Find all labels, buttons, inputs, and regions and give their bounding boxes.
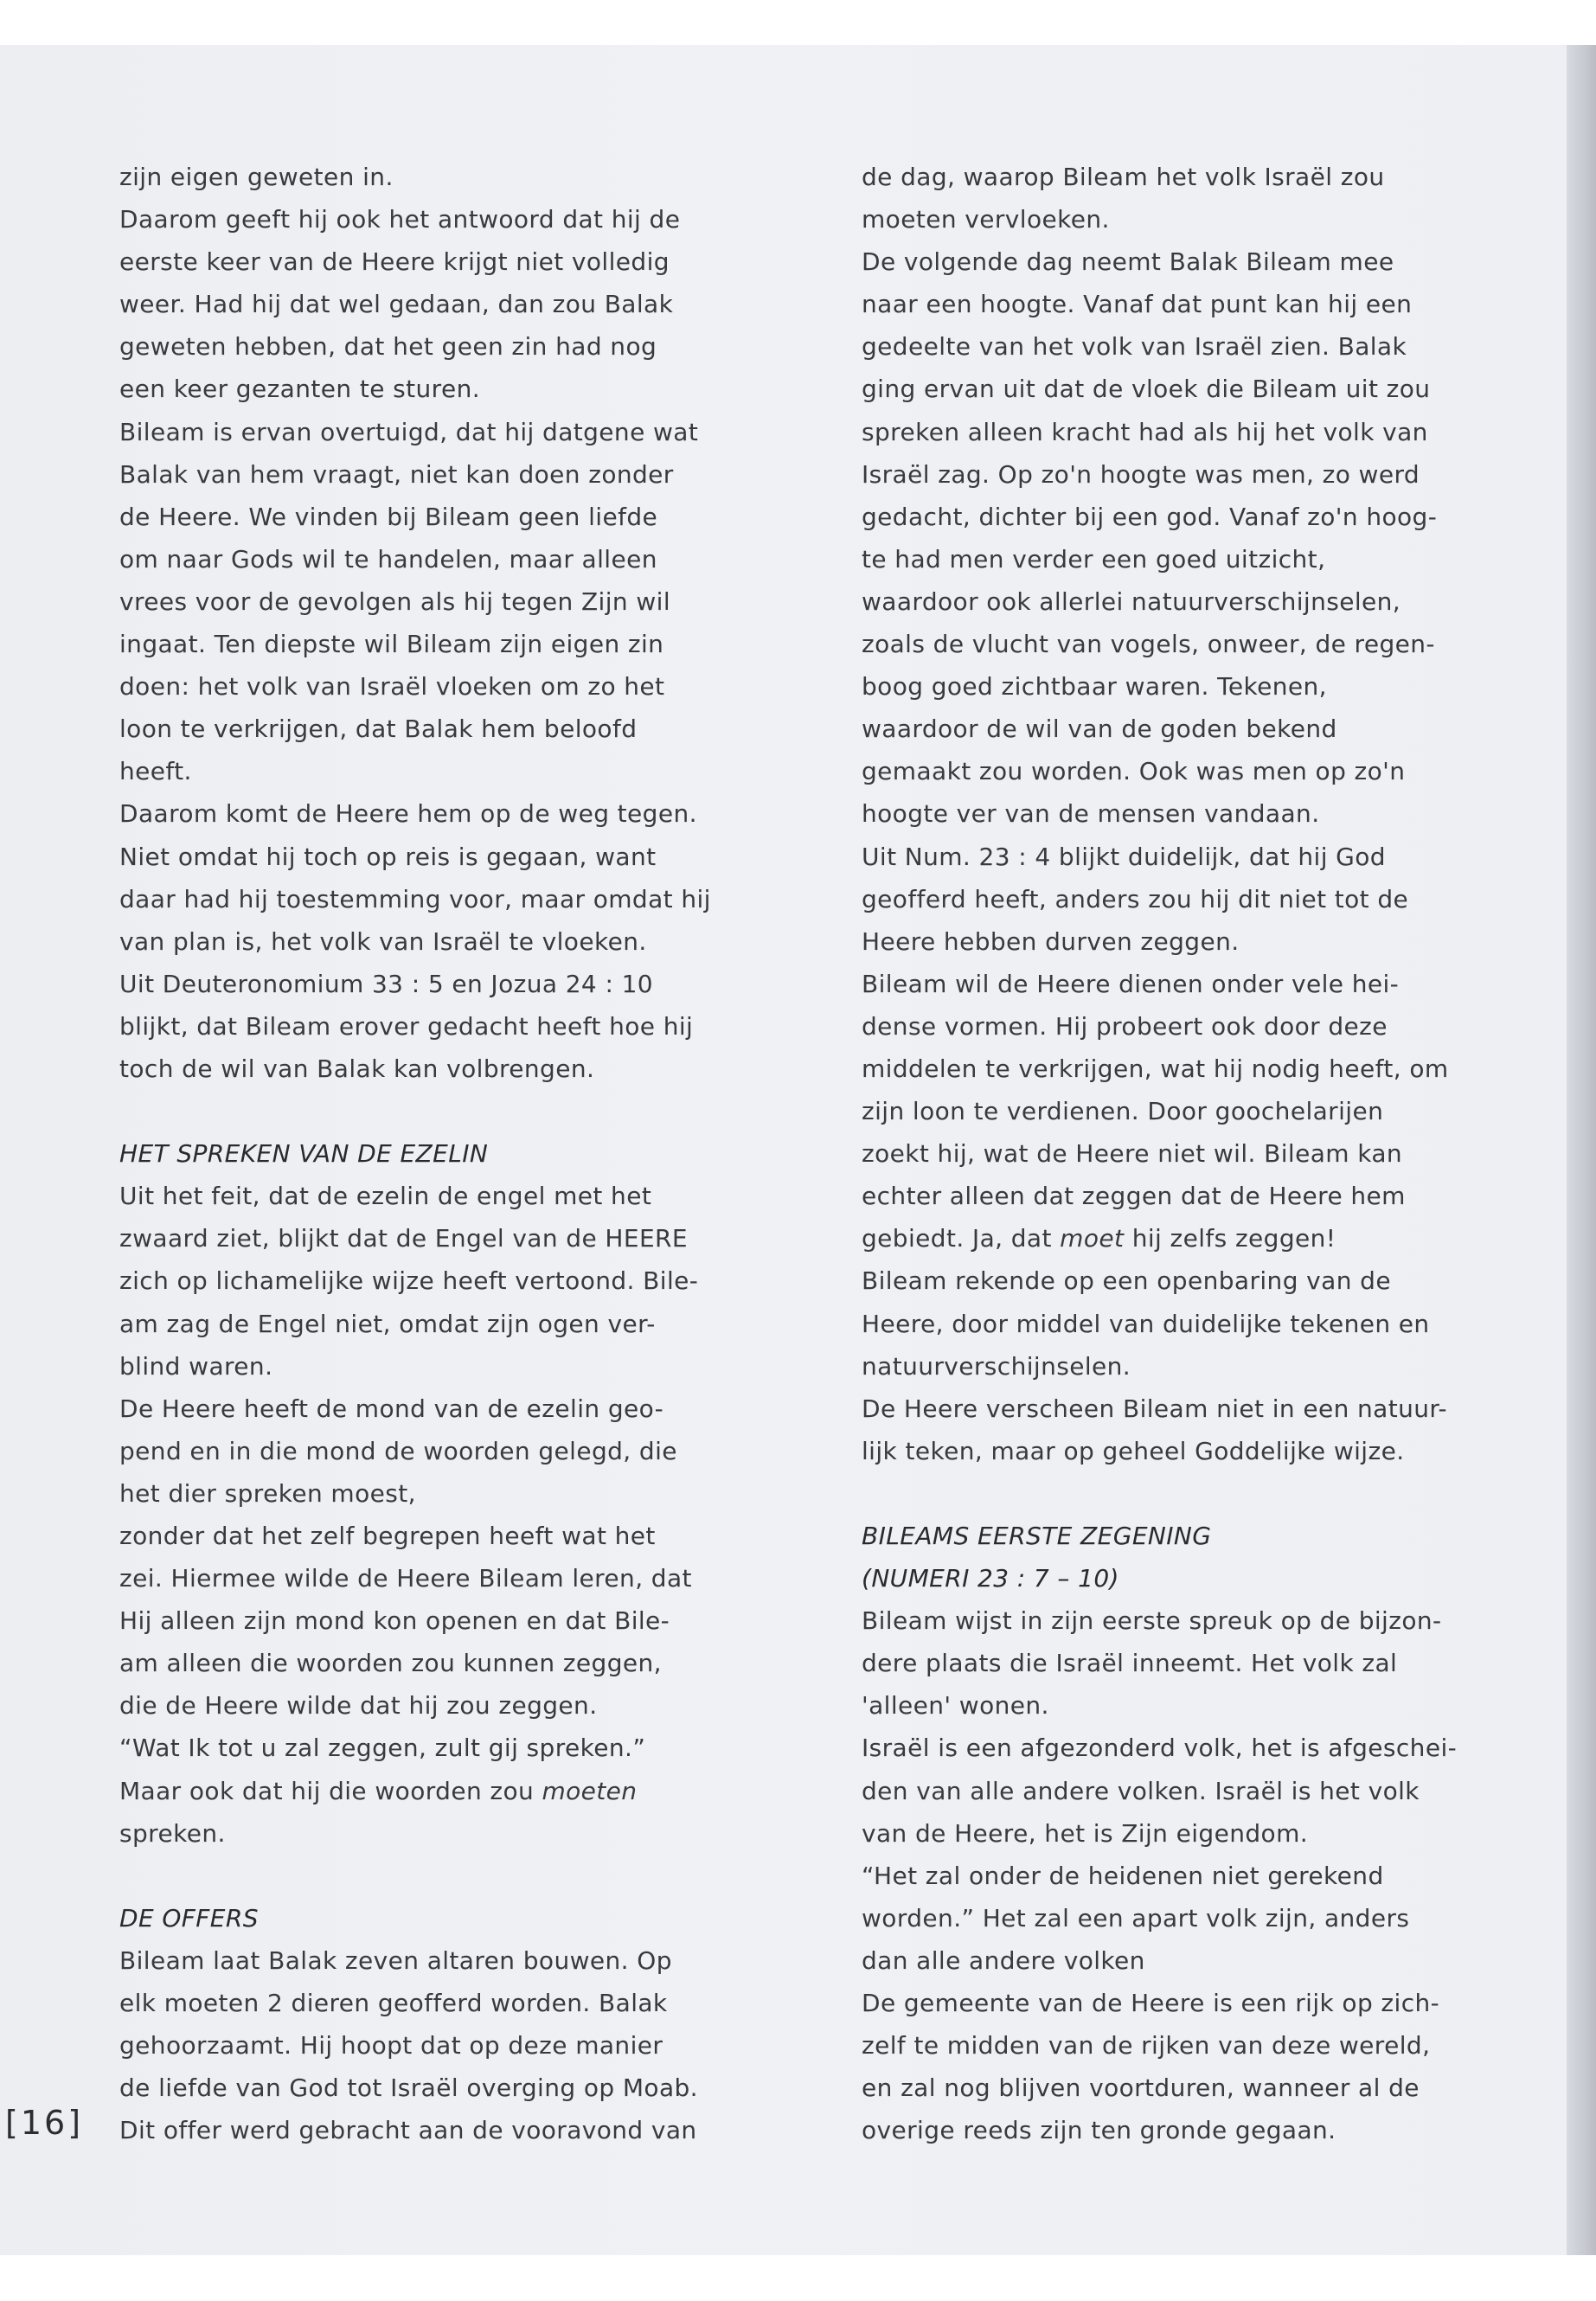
text-line: doen: het volk van Israël vloeken om zo het [119,672,665,702]
right-block-1 [862,156,1502,1217]
text-line: de dag, waarop Bileam het volk Israël zou [862,163,1385,191]
text-line: zijn eigen geweten in. [119,163,394,191]
heading-offers: DE OFFERS [119,1903,259,1932]
text-line: den van alle andere volken. Israël is het volk [862,1776,1420,1805]
text-line: pend en in die mond de woorden gelegd, die [119,1436,677,1465]
heading-ezelin: HET SPREKEN VAN DE EZELIN [119,1139,489,1169]
text-line: van plan is, het volk van Israël te vloeken. [119,926,647,956]
text-line: Uit Deuteronomium 33 : 5 en Jozua 24 : 10 [119,969,654,998]
text-line: Uit Num. 23 : 4 blijkt duidelijk, dat hij God [862,842,1386,871]
text-line: middelen te verkrijgen, wat hij nodig heeft, om [862,1054,1449,1083]
text-line: zoals de vlucht van vogels, onweer, de regen- [862,630,1435,659]
text-line: geweten hebben, dat het geen zin had nog [119,332,657,362]
text-line: 'alleen' wonen. [862,1691,1049,1721]
text-line: ingaat. Ten diepste wil Bileam zijn eigen zin [119,630,664,659]
text-line: geofferd heeft, anders zou hij dit niet tot de [862,884,1409,913]
text-line: eerste keer van de Heere krijgt niet volledig [119,247,670,277]
text-line: zwaard ziet, blijkt dat de Engel van de HEERE [119,1224,688,1253]
spacer [119,1855,760,1897]
text-line: gebiedt. Ja, dat moet hij zelfs zeggen! [862,1224,1336,1253]
text-line: van de Heere, het is Zijn eigendom. [862,1818,1309,1848]
text-line: gedeelte van het volk van Israël zien. Balak [862,332,1407,362]
text-line: “Het zal onder de heidenen niet gerekend [862,1861,1384,1890]
text-line: te had men verder een goed uitzicht, [862,544,1326,574]
text-line: de liefde van God tot Israël overging op Moab. [119,2073,698,2103]
text-line: zoekt hij, wat de Heere niet wil. Bileam kan [862,1139,1403,1169]
text-line: spreken alleen kracht had als hij het volk van [862,417,1428,446]
text-line: lijk teken, maar op geheel Goddelijke wijze. [862,1436,1405,1465]
text-line: Maar ook dat hij die woorden zou moeten [119,1776,638,1805]
text-line: gehoorzaamt. Hij hoopt dat op deze manier [119,2031,663,2061]
text-line: spreken. [119,1818,226,1848]
page-number: [16] [5,2104,84,2142]
text-line: blind waren. [119,1351,273,1381]
text-line: De volgende dag neemt Balak Bileam mee [862,247,1394,277]
text-line: gemaakt zou worden. Ook was men op zo'n [862,757,1406,786]
spacer [119,1090,760,1132]
text-line: een keer gezanten te sturen. [119,375,481,404]
text-line: dan alle andere volken [862,1945,1145,1975]
right-block-3 [862,1599,1502,2151]
text-line: zei. Hiermee wilde de Heere Bileam leren, dat [119,1564,692,1593]
text-line: zich op lichamelijke wijze heeft vertoond. Bile- [119,1266,699,1296]
text-line: Hij alleen zijn mond kon openen en dat Bile- [119,1606,670,1636]
left-column [119,156,760,2151]
text-line: vrees voor de gevolgen als hij tegen Zijn wil [119,586,671,616]
text-line: heeft. [119,757,192,786]
page-edge-shadow [1567,45,1596,2255]
text-line: natuurverschijnselen. [862,1351,1131,1381]
heading-zegening-reference: (NUMERI 23 : 7 – 10) [862,1564,1119,1593]
text-line: zelf te midden van de rijken van deze wereld, [862,2031,1431,2061]
text-line: Daarom geeft hij ook het antwoord dat hij de [119,205,681,234]
text-line: worden.” Het zal een apart volk zijn, anders [862,1903,1410,1932]
text-line: elk moeten 2 dieren geofferd worden. Balak [119,1989,668,2018]
text-line: Bileam laat Balak zeven altaren bouwen. Op [119,1945,672,1975]
left-block-1 [119,156,760,1090]
text-line: daar had hij toestemming voor, maar omdat hij [119,884,711,913]
text-line: en zal nog blijven voortduren, wanneer al de [862,2073,1420,2103]
text-line: De gemeente van de Heere is een rijk op zich- [862,1989,1440,2018]
text-line: Heere, door middel van duidelijke tekenen en [862,1309,1430,1338]
emphasis-moet: moet [1060,1224,1125,1253]
text-line: blijkt, dat Bileam erover gedacht heeft hoe hij [119,1011,694,1041]
text-line: Bileam wil de Heere dienen onder vele hei- [862,969,1400,998]
text-line: Niet omdat hij toch op reis is gegaan, want [119,842,657,871]
text-line: die de Heere wilde dat hij zou zeggen. [119,1691,598,1721]
text-line: hoogte ver van de mensen vandaan. [862,799,1320,829]
text-line: Bileam rekende op een openbaring van de [862,1266,1391,1296]
text-line: gedacht, dichter bij een god. Vanaf zo'n hoog- [862,502,1438,531]
text-line: toch de wil van Balak kan volbrengen. [119,1054,595,1083]
text-line: zijn loon te verdienen. Door goochelarijen [862,1097,1384,1126]
text-line: de Heere. We vinden bij Bileam geen liefde [119,502,658,531]
text-line: boog goed zichtbaar waren. Tekenen, [862,672,1327,702]
left-block-2 [119,1175,760,1769]
text-line: De Heere heeft de mond van de ezelin geo- [119,1394,664,1423]
text-line: weer. Had hij dat wel gedaan, dan zou Balak [119,290,674,319]
text-line: naar een hoogte. Vanaf dat punt kan hij een [862,290,1413,319]
right-block-2 [862,1259,1502,1471]
text-line: echter alleen dat zeggen dat de Heere hem [862,1182,1406,1211]
text-line: overige reeds zijn ten gronde gegaan. [862,2116,1336,2145]
text-line: moeten vervloeken. [862,205,1110,234]
text-line: om naar Gods wil te handelen, maar alleen [119,544,657,574]
text-line: Bileam wijst in zijn eerste spreuk op de bijzon- [862,1606,1442,1636]
text-line: De Heere verscheen Bileam niet in een natuur- [862,1394,1448,1423]
text-line: ging ervan uit dat de vloek die Bileam uit zou [862,375,1431,404]
text-line: Israël is een afgezonderd volk, het is afgeschei- [862,1734,1458,1763]
text-line: Israël zag. Op zo'n hoogte was men, zo werd [862,459,1420,489]
spacer [862,1472,1502,1515]
text-line: dere plaats die Israël inneemt. Het volk zal [862,1649,1398,1678]
text-line: waardoor ook allerlei natuurverschijnselen, [862,586,1401,616]
text-line: loon te verkrijgen, dat Balak hem beloofd [119,715,638,744]
left-block-3 [119,1939,760,2151]
text-line: Balak van hem vraagt, niet kan doen zonder [119,459,674,489]
heading-zegening: BILEAMS EERSTE ZEGENING [862,1522,1212,1550]
right-column [862,156,1502,2151]
text-line: am alleen die woorden zou kunnen zeggen, [119,1649,662,1678]
text-line: Bileam is ervan overtuigd, dat hij datgene wat [119,417,699,446]
text-line: am zag de Engel niet, omdat zijn ogen ver- [119,1309,656,1338]
text-line: waardoor de wil van de goden bekend [862,715,1337,744]
text-line: “Wat Ik tot u zal zeggen, zult gij spreken.” [119,1734,646,1763]
text-line: dense vormen. Hij probeert ook door deze [862,1011,1388,1041]
text-line: Dit offer werd gebracht aan de vooravond van [119,2116,697,2145]
text-line: zonder dat het zelf begrepen heeft wat het [119,1522,656,1550]
text-line: Heere hebben durven zeggen. [862,926,1240,956]
text-line: het dier spreken moest, [119,1478,416,1508]
emphasis-moeten: moeten [542,1776,638,1805]
text-line: Uit het feit, dat de ezelin de engel met het [119,1182,652,1211]
text-line: Daarom komt de Heere hem op de weg tegen. [119,799,697,829]
